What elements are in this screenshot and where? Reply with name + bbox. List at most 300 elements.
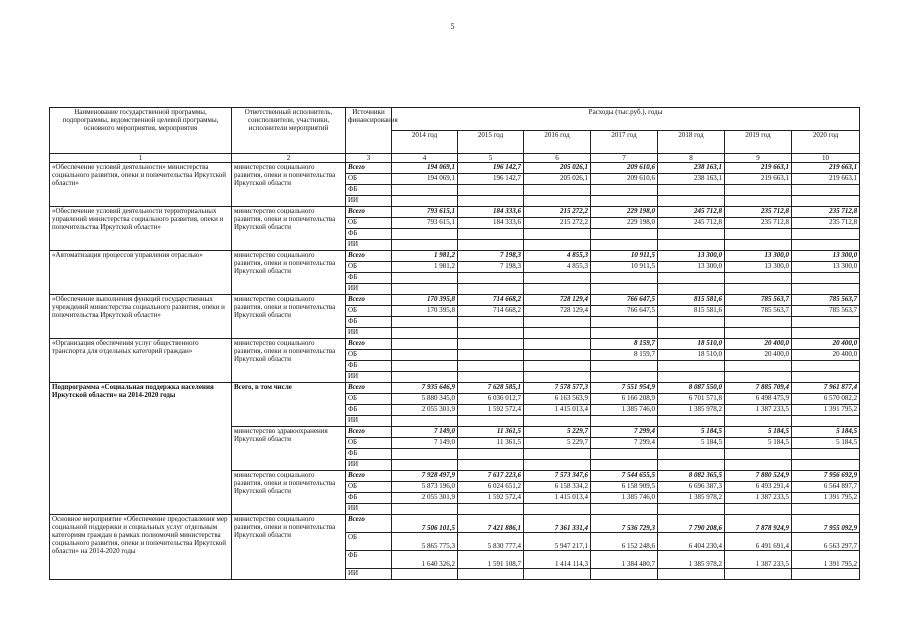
amount-cell: 7 885 709,4 (725, 383, 792, 394)
amount-cell: 7 544 655,5 (591, 471, 658, 482)
funding-source-cell: ОБ (346, 262, 392, 273)
amount-cell: 6 564 897,7 (792, 482, 860, 493)
amount-cell (524, 284, 591, 295)
executor-cell: министерство социального развития, опеки и попечительства Иркутской области (232, 163, 346, 207)
amount-cell: 8 159,7 (591, 339, 658, 350)
table-row (50, 339, 860, 350)
table-row (50, 207, 860, 218)
amount-cell: 728 129,4 (524, 306, 591, 317)
amount-cell: 728 129,4 (524, 295, 591, 306)
amount-cell (392, 504, 458, 515)
amount-cell: 1 385 978,2 (658, 405, 725, 416)
amount-cell: 1 387 233,5 (725, 493, 792, 504)
amount-cell (524, 350, 591, 361)
amount-cell: 235 712,8 (725, 207, 792, 218)
funding-source-cell: Всего (346, 163, 392, 174)
amount-cell (458, 317, 524, 328)
funding-source-cell: ОБ (346, 438, 392, 449)
amount-cell (658, 569, 725, 580)
funding-source-cell: ФБ (346, 185, 392, 196)
funding-source-cell: ИИ (346, 196, 392, 207)
amount-cell: 1 391 795,2 (792, 493, 860, 504)
amount-cell (591, 328, 658, 339)
amount-cell (392, 185, 458, 196)
amount-cell: 793 615,1 (392, 218, 458, 229)
amount-cell: 7 421 886,1 (458, 515, 524, 533)
amount-cell: 219 663,1 (725, 163, 792, 174)
amount-cell: 7 955 092,9 (792, 515, 860, 533)
amount-cell (792, 240, 860, 251)
funding-source-cell: ФБ (346, 405, 392, 416)
amount-cell: 5 229,7 (524, 427, 591, 438)
amount-cell: 235 712,8 (792, 218, 860, 229)
amount-cell (725, 240, 792, 251)
funding-source-cell: ИИ (346, 328, 392, 339)
funding-source-cell: ИИ (346, 569, 392, 580)
amount-cell (458, 240, 524, 251)
amount-cell (458, 361, 524, 372)
amount-cell: 6 696 387,3 (658, 482, 725, 493)
amount-cell (658, 372, 725, 383)
amount-cell (792, 317, 860, 328)
program-name-cell: «Обеспечение выполнения функций государственных учреждений министерства социального развития, опеки и попечительства Иркутской области» (50, 295, 232, 339)
amount-cell (792, 569, 860, 580)
amount-cell: 6 036 012,7 (458, 394, 524, 405)
amount-cell (458, 350, 524, 361)
program-name-cell: «Обеспечение условий деятельности» министерства социального развития, опеки и попечительства Иркутской области» (50, 163, 232, 207)
amount-cell: 20 400,0 (792, 350, 860, 361)
amount-cell: 7 198,3 (458, 262, 524, 273)
table-row (50, 251, 860, 262)
amount-cell: 7 299,4 (591, 438, 658, 449)
executor-cell: министерство социального развития, опеки и попечительства Иркутской области (232, 339, 346, 383)
amount-cell (458, 372, 524, 383)
amount-cell: 714 668,2 (458, 295, 524, 306)
amount-cell: 13 300,0 (792, 251, 860, 262)
amount-cell (392, 416, 458, 427)
amount-cell: 6 163 563,9 (524, 394, 591, 405)
amount-cell (591, 273, 658, 284)
amount-cell: 194 069,1 (392, 174, 458, 185)
amount-cell: 235 712,8 (792, 207, 860, 218)
funding-source-cell: ИИ (346, 284, 392, 295)
amount-cell: 219 663,1 (792, 163, 860, 174)
amount-cell (591, 504, 658, 515)
funding-source-cell: ОБ (346, 174, 392, 185)
amount-cell (524, 185, 591, 196)
amount-cell (524, 569, 591, 580)
amount-cell (658, 284, 725, 295)
amount-cell (524, 229, 591, 240)
amount-cell: 6 570 082,2 (792, 394, 860, 405)
amount-cell: 6 404 230,4 (658, 533, 725, 551)
amount-cell: 11 361,5 (458, 427, 524, 438)
column-index: 6 (524, 154, 591, 163)
amount-cell (658, 504, 725, 515)
table-row (50, 515, 860, 533)
funding-source-cell: ОБ (346, 482, 392, 493)
amount-cell (392, 284, 458, 295)
funding-source-cell: ФБ (346, 273, 392, 284)
amount-cell: 8 087 550,0 (658, 383, 725, 394)
funding-source-cell: ОБ (346, 394, 392, 405)
funding-source-cell: ФБ (346, 493, 392, 504)
amount-cell (725, 460, 792, 471)
table-row (50, 383, 860, 394)
amount-cell: 194 069,1 (392, 163, 458, 174)
amount-cell (524, 460, 591, 471)
amount-cell: 10 911,5 (591, 262, 658, 273)
amount-cell (524, 504, 591, 515)
amount-cell (658, 361, 725, 372)
amount-cell: 4 855,3 (524, 251, 591, 262)
column-index-row (50, 154, 860, 163)
amount-cell: 1 592 572,4 (458, 493, 524, 504)
amount-cell (458, 328, 524, 339)
amount-cell (392, 449, 458, 460)
amount-cell (792, 328, 860, 339)
amount-cell (524, 361, 591, 372)
amount-cell: 6 491 691,4 (725, 533, 792, 551)
amount-cell (591, 284, 658, 295)
amount-cell: 6 152 248,6 (591, 533, 658, 551)
program-name-cell: «Обеспечение условий деятельности территориальных управлений министерства социального развития, опеки и попечительства Иркутской области» (50, 207, 232, 251)
amount-cell: 7 935 646,9 (392, 383, 458, 394)
amount-cell: 7 956 692,9 (792, 471, 860, 482)
amount-cell (658, 185, 725, 196)
program-name-cell: Основное мероприятие «Обеспечение предоставления мер социальной поддержки и социальных услуг отдельным категориям граждан в рамках полномочий министерства социального развития, опеки и попечительства Иркутской области» на 2014-2020 годы (50, 515, 232, 580)
header-year: 2017 год (591, 131, 658, 154)
amount-cell: 6 701 571,8 (658, 394, 725, 405)
amount-cell: 20 400,0 (792, 339, 860, 350)
funding-source-cell: ИИ (346, 240, 392, 251)
amount-cell: 196 142,7 (458, 163, 524, 174)
amount-cell (792, 229, 860, 240)
amount-cell: 4 855,3 (524, 262, 591, 273)
funding-source-cell: ОБ (346, 350, 392, 361)
amount-cell: 7 790 208,6 (658, 515, 725, 533)
amount-cell (792, 460, 860, 471)
funding-source-cell: Всего (346, 207, 392, 218)
amount-cell: 815 581,6 (658, 306, 725, 317)
amount-cell (392, 372, 458, 383)
amount-cell: 7 928 497,9 (392, 471, 458, 482)
amount-cell: 1 415 013,4 (524, 493, 591, 504)
funding-source-cell: ИИ (346, 460, 392, 471)
amount-cell: 8 159,7 (591, 350, 658, 361)
amount-cell (591, 361, 658, 372)
amount-cell: 18 510,0 (658, 339, 725, 350)
executor-cell: министерство социального развития, опеки и попечительства Иркутской области (232, 471, 346, 515)
amount-cell: 245 712,8 (658, 207, 725, 218)
amount-cell (725, 361, 792, 372)
amount-cell (392, 569, 458, 580)
amount-cell (725, 185, 792, 196)
amount-cell: 170 395,8 (392, 295, 458, 306)
amount-cell (658, 273, 725, 284)
amount-cell: 5 184,5 (792, 438, 860, 449)
amount-cell (591, 449, 658, 460)
amount-cell (591, 372, 658, 383)
amount-cell: 5 947 217,1 (524, 533, 591, 551)
amount-cell: 785 563,7 (792, 295, 860, 306)
amount-cell (792, 185, 860, 196)
header-name: Наименование государственной программы, подпрограммы, ведомственной целевой программы, основного мероприятия, мероприятия (50, 108, 232, 154)
amount-cell (591, 229, 658, 240)
funding-source-cell: ФБ (346, 551, 392, 569)
amount-cell (524, 317, 591, 328)
amount-cell: 7 149,0 (392, 438, 458, 449)
amount-cell (524, 196, 591, 207)
amount-cell: 219 663,1 (725, 174, 792, 185)
amount-cell: 13 300,0 (725, 251, 792, 262)
amount-cell: 1 414 114,3 (524, 551, 591, 569)
executor-cell: министерство социального развития, опеки и попечительства Иркутской области (232, 207, 346, 251)
program-name-cell: Подпрограмма «Социальная поддержка населения Иркутской области» на 2014-2020 годы (50, 383, 232, 515)
amount-cell (591, 569, 658, 580)
amount-cell: 7 617 223,6 (458, 471, 524, 482)
amount-cell (658, 416, 725, 427)
header-year: 2020 год (792, 131, 860, 154)
funding-source-cell: Всего (346, 427, 392, 438)
amount-cell (524, 339, 591, 350)
executor-cell: министерство социального развития, опеки и попечительства Иркутской области (232, 515, 346, 580)
amount-cell: 7 628 585,1 (458, 383, 524, 394)
funding-source-cell: ИИ (346, 416, 392, 427)
amount-cell: 245 712,8 (658, 218, 725, 229)
amount-cell (658, 229, 725, 240)
amount-cell: 1 591 108,7 (458, 551, 524, 569)
amount-cell: 7 880 524,9 (725, 471, 792, 482)
amount-cell (725, 372, 792, 383)
amount-cell: 6 158 909,5 (591, 482, 658, 493)
amount-cell: 766 647,5 (591, 306, 658, 317)
amount-cell: 815 581,6 (658, 295, 725, 306)
header-source: Источники финансирования (346, 108, 392, 154)
funding-source-cell: ОБ (346, 533, 392, 551)
header-year: 2018 год (658, 131, 725, 154)
amount-cell: 1 391 795,2 (792, 405, 860, 416)
column-index: 4 (392, 154, 458, 163)
amount-cell: 205 026,1 (524, 163, 591, 174)
amount-cell (792, 196, 860, 207)
amount-cell (392, 328, 458, 339)
amount-cell: 5 830 777,4 (458, 533, 524, 551)
amount-cell (524, 328, 591, 339)
amount-cell: 1 384 480,7 (591, 551, 658, 569)
amount-cell (792, 372, 860, 383)
amount-cell (725, 284, 792, 295)
header-year: 2014 год (392, 131, 458, 154)
amount-cell (792, 504, 860, 515)
amount-cell: 2 055 301,9 (392, 405, 458, 416)
amount-cell: 196 142,7 (458, 174, 524, 185)
amount-cell (591, 317, 658, 328)
amount-cell: 6 024 651,2 (458, 482, 524, 493)
amount-cell: 238 163,1 (658, 163, 725, 174)
column-index: 7 (591, 154, 658, 163)
program-name-cell: «Организация обеспечения услуг общественного транспорта для отдельных категорий граждан» (50, 339, 232, 383)
funding-source-cell: ИИ (346, 504, 392, 515)
amount-cell (725, 449, 792, 460)
amount-cell: 714 668,2 (458, 306, 524, 317)
funding-source-cell: ФБ (346, 361, 392, 372)
financing-table (49, 107, 860, 580)
amount-cell (591, 460, 658, 471)
amount-cell: 6 166 208,9 (591, 394, 658, 405)
amount-cell: 785 563,7 (725, 295, 792, 306)
amount-cell: 5 880 345,0 (392, 394, 458, 405)
amount-cell (458, 229, 524, 240)
amount-cell (458, 339, 524, 350)
executor-cell: министерство социального развития, опеки и попечительства Иркутской области (232, 295, 346, 339)
amount-cell (792, 361, 860, 372)
amount-cell: 184 333,6 (458, 207, 524, 218)
amount-cell (392, 317, 458, 328)
amount-cell (658, 196, 725, 207)
amount-cell: 13 300,0 (658, 262, 725, 273)
amount-cell: 20 400,0 (725, 350, 792, 361)
header-expenses: Расходы (тыс.руб.), годы (392, 108, 860, 131)
amount-cell: 205 026,1 (524, 174, 591, 185)
amount-cell (591, 196, 658, 207)
amount-cell (658, 449, 725, 460)
amount-cell: 6 158 334,2 (524, 482, 591, 493)
funding-source-cell: ОБ (346, 218, 392, 229)
executor-cell: министерство социального развития, опеки и попечительства Иркутской области (232, 251, 346, 295)
funding-source-cell: Всего (346, 383, 392, 394)
amount-cell (591, 185, 658, 196)
amount-cell: 5 184,5 (725, 438, 792, 449)
amount-cell: 1 385 978,2 (658, 493, 725, 504)
amount-cell: 1 981,2 (392, 262, 458, 273)
executor-cell: министерство здравоохранения Иркутской области (232, 427, 346, 471)
amount-cell: 785 563,7 (792, 306, 860, 317)
amount-cell (458, 196, 524, 207)
column-index: 5 (458, 154, 524, 163)
amount-cell (658, 328, 725, 339)
amount-cell: 785 563,7 (725, 306, 792, 317)
amount-cell (392, 196, 458, 207)
amount-cell (392, 339, 458, 350)
amount-cell: 7 361 331,4 (524, 515, 591, 533)
column-index: 3 (346, 154, 392, 163)
amount-cell: 1 415 013,4 (524, 405, 591, 416)
amount-cell: 7 536 729,3 (591, 515, 658, 533)
amount-cell: 1 391 795,2 (792, 551, 860, 569)
amount-cell: 1 387 233,5 (725, 405, 792, 416)
amount-cell (458, 569, 524, 580)
amount-cell (591, 416, 658, 427)
amount-cell: 215 272,2 (524, 207, 591, 218)
table-row (50, 163, 860, 174)
amount-cell (658, 240, 725, 251)
amount-cell (792, 284, 860, 295)
amount-cell: 5 873 196,0 (392, 482, 458, 493)
amount-cell: 215 272,2 (524, 218, 591, 229)
amount-cell: 1 981,2 (392, 251, 458, 262)
amount-cell (792, 416, 860, 427)
amount-cell: 5 184,5 (658, 427, 725, 438)
amount-cell (725, 569, 792, 580)
amount-cell: 5 184,5 (792, 427, 860, 438)
amount-cell (458, 185, 524, 196)
amount-cell: 13 300,0 (658, 251, 725, 262)
amount-cell (458, 460, 524, 471)
amount-cell: 1 385 746,0 (591, 405, 658, 416)
amount-cell: 6 493 291,4 (725, 482, 792, 493)
amount-cell: 7 961 877,4 (792, 383, 860, 394)
amount-cell: 219 663,1 (792, 174, 860, 185)
amount-cell: 2 055 301,9 (392, 493, 458, 504)
amount-cell (392, 229, 458, 240)
amount-cell: 793 615,1 (392, 207, 458, 218)
amount-cell: 7 149,0 (392, 427, 458, 438)
funding-source-cell: Всего (346, 251, 392, 262)
amount-cell (458, 273, 524, 284)
amount-cell (725, 317, 792, 328)
amount-cell (792, 273, 860, 284)
amount-cell (725, 416, 792, 427)
amount-cell: 7 578 577,3 (524, 383, 591, 394)
funding-source-cell: ФБ (346, 229, 392, 240)
amount-cell: 18 510,0 (658, 350, 725, 361)
amount-cell (725, 504, 792, 515)
funding-source-cell: ФБ (346, 449, 392, 460)
amount-cell (392, 460, 458, 471)
amount-cell (392, 273, 458, 284)
amount-cell (658, 460, 725, 471)
amount-cell: 10 911,5 (591, 251, 658, 262)
amount-cell (524, 273, 591, 284)
header-year: 2019 год (725, 131, 792, 154)
program-name-cell: «Автоматизация процессов управления отраслью» (50, 251, 232, 295)
funding-source-cell: Всего (346, 471, 392, 482)
amount-cell: 7 573 347,6 (524, 471, 591, 482)
amount-cell (392, 350, 458, 361)
amount-cell: 5 184,5 (658, 438, 725, 449)
funding-source-cell: ИИ (346, 372, 392, 383)
executor-cell: Всего, в том числе (232, 383, 346, 427)
amount-cell: 13 300,0 (725, 262, 792, 273)
amount-cell: 6 498 475,9 (725, 394, 792, 405)
amount-cell: 1 640 326,2 (392, 551, 458, 569)
column-index: 8 (658, 154, 725, 163)
amount-cell (458, 284, 524, 295)
column-index: 10 (792, 154, 860, 163)
amount-cell: 229 198,0 (591, 218, 658, 229)
amount-cell (725, 196, 792, 207)
amount-cell (524, 372, 591, 383)
column-index: 2 (232, 154, 346, 163)
funding-source-cell: Всего (346, 515, 392, 533)
amount-cell: 7 506 101,5 (392, 515, 458, 533)
amount-cell: 1 385 978,2 (658, 551, 725, 569)
amount-cell: 6 563 297,7 (792, 533, 860, 551)
amount-cell: 7 299,4 (591, 427, 658, 438)
amount-cell: 184 333,6 (458, 218, 524, 229)
amount-cell: 1 387 233,5 (725, 551, 792, 569)
amount-cell (725, 229, 792, 240)
amount-cell (458, 449, 524, 460)
funding-source-cell: ОБ (346, 306, 392, 317)
header-executor: Ответственный исполнитель, соисполнители, участники, исполнители мероприятий (232, 108, 346, 154)
funding-source-cell: Всего (346, 295, 392, 306)
amount-cell: 209 610,6 (591, 163, 658, 174)
amount-cell: 20 400,0 (725, 339, 792, 350)
amount-cell (725, 328, 792, 339)
amount-cell: 5 184,5 (725, 427, 792, 438)
